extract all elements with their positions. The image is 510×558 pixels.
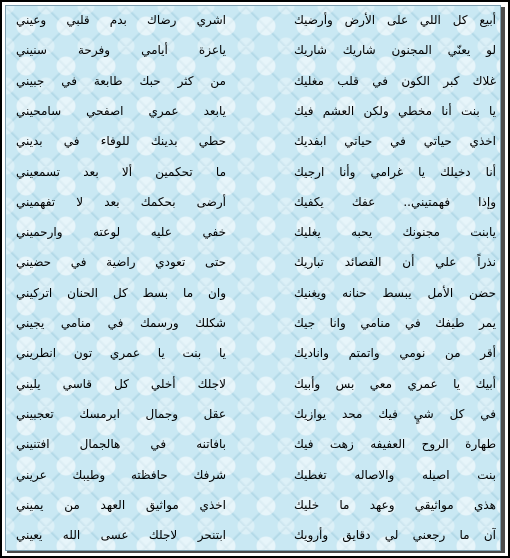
verse-row bbox=[10, 463, 496, 487]
verse-first-hemistich: بنت اصيله والاصاله تغطيك bbox=[294, 467, 496, 482]
verse-second-hemistich: حتى تعودي راضية في حضيني bbox=[16, 255, 226, 270]
verse-first-hemistich: وإذا فهمتيني.. عفك يكفيك bbox=[294, 194, 496, 209]
verse-first-hemistich: في كل شيٍ فيك محد يوازيك bbox=[294, 406, 496, 421]
verse-second-hemistich: حطي بدينك للوفاء في بديني bbox=[16, 134, 226, 149]
verse-first-hemistich: أنا دخيلك يا غرامي وأنا ارجيك bbox=[294, 164, 496, 179]
verse-first-hemistich: طهارة الروح العفيفه زهت فيك bbox=[294, 437, 496, 452]
verse-first-hemistich: آن ما رجعني لي دقايق وأرويك bbox=[294, 528, 496, 543]
verse-row bbox=[10, 129, 496, 153]
verse-row bbox=[10, 523, 496, 547]
verse-second-hemistich: أرضى بحكمك بعد لا تفهميني bbox=[16, 194, 226, 209]
verse-first-hemistich: هذي مواثيقي وعهد ما خليك bbox=[294, 497, 496, 512]
verse-row bbox=[10, 8, 496, 32]
verse-row bbox=[10, 372, 496, 396]
verse-second-hemistich: وان ما بسط كل الحنان اتركيني bbox=[16, 285, 226, 300]
verse-second-hemistich: اخذي مواثيق العهد من يميني bbox=[16, 497, 226, 512]
verse-second-hemistich: ما تحكمين ألا بعد تسمعيني bbox=[16, 164, 226, 179]
verse-first-hemistich: غلاك كبر الكون في قلب مغليك bbox=[294, 73, 496, 88]
verse-first-hemistich: يا بنت أنا مخطي ولكن العشم فيك bbox=[294, 103, 496, 118]
verse-first-hemistich: اخذي حياتي في حياتي ابفديك bbox=[294, 134, 496, 149]
verse-second-hemistich: من كثر حبك طابعة في جبيني bbox=[16, 73, 226, 88]
verse-first-hemistich: نذراً علي أن القصائد تباريك bbox=[294, 255, 496, 270]
verse-row bbox=[10, 493, 496, 517]
verse-row bbox=[10, 281, 496, 305]
verse-row bbox=[10, 432, 496, 456]
verse-row bbox=[10, 99, 496, 123]
verse-second-hemistich: بافاتنه في هالجمال افتنيني bbox=[16, 437, 226, 452]
verse-second-hemistich: لاجلك أخلي كل قاسي يليني bbox=[16, 376, 226, 391]
verse-second-hemistich: يا بنت يا عمري تون انطريني bbox=[16, 346, 226, 361]
verse-second-hemistich: ياعزة أيامي وفرحة سنيني bbox=[16, 43, 226, 58]
verse-first-hemistich: أقر من نومي واتمتم واناديك bbox=[294, 346, 496, 361]
verse-second-hemistich: ابتنحر لاجلك عسى الله يعيني bbox=[16, 528, 226, 543]
verse-row bbox=[10, 160, 496, 184]
verse-row bbox=[10, 38, 496, 62]
verse-second-hemistich: يابعد عمري اصفحي سامحيني bbox=[16, 103, 226, 118]
verse-first-hemistich: يمر طيفك في منامي وانا جيك bbox=[294, 316, 496, 330]
verse-first-hemistich: يابنت مجنونك يحبه يغليك bbox=[294, 225, 496, 240]
verse-row bbox=[10, 220, 496, 244]
verse-row bbox=[10, 341, 496, 365]
verse-first-hemistich: أبيك يا عمري معي بس وأبيك bbox=[294, 376, 496, 391]
verse-second-hemistich: خفي عليه لوعته وارحميني bbox=[16, 225, 226, 240]
verse-row bbox=[10, 190, 496, 214]
verse-first-hemistich: لو يعنّي المجنون شاريك شاريك bbox=[294, 43, 496, 58]
verse-row bbox=[10, 250, 496, 274]
verse-first-hemistich: حضن الأمل يبسط حنانه ويغنيك bbox=[294, 285, 496, 300]
verse-first-hemistich: أبيع كل اللي على الأرض وأرضيك bbox=[294, 13, 496, 27]
verse-second-hemistich: شرفك حافظته وطيبك عريني bbox=[16, 467, 226, 482]
verse-row bbox=[10, 311, 496, 335]
verse-row bbox=[10, 402, 496, 426]
verse-second-hemistich: شكلك ورسمك في منامي يجيني bbox=[16, 316, 226, 330]
verse-second-hemistich: اشري رضاك بدم قلبي وعيني bbox=[16, 13, 226, 27]
verse-second-hemistich: عقل وجمال ابرمسك تعجبيني bbox=[16, 406, 226, 421]
frame-shadow-right bbox=[501, 7, 505, 553]
verse-row bbox=[10, 69, 496, 93]
